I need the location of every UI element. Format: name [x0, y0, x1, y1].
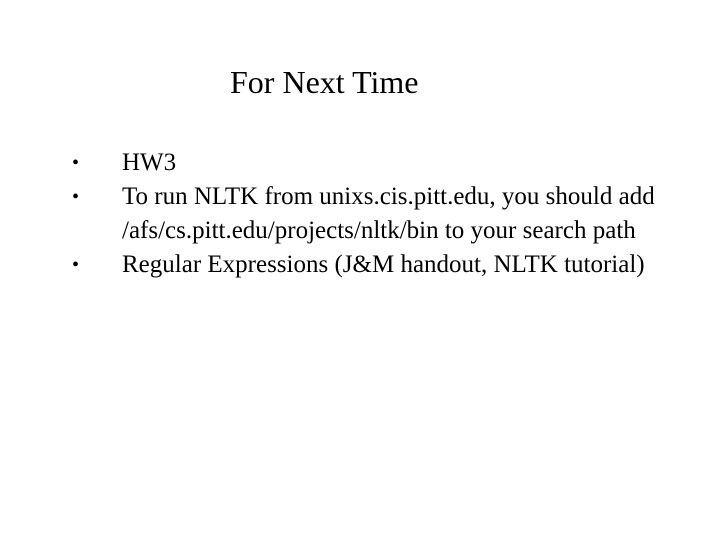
bullet-icon: • [72, 254, 80, 276]
bullet-icon: • [72, 152, 80, 174]
list-item [0, 180, 720, 248]
bullet-icon: • [72, 186, 80, 208]
slide-title: For Next Time [230, 64, 419, 100]
list-item [0, 248, 720, 282]
list-item-text: HW3 [122, 149, 177, 176]
list-item [0, 146, 720, 180]
list-item-text: To run NLTK from unixs.cis.pitt.edu, you should add /afs/cs.pitt.edu/projects/nltk/bin to your search path [122, 183, 655, 244]
bullet-list [0, 146, 720, 282]
list-item-text: Regular Expressions (J&M handout, NLTK tutorial) [122, 251, 645, 278]
